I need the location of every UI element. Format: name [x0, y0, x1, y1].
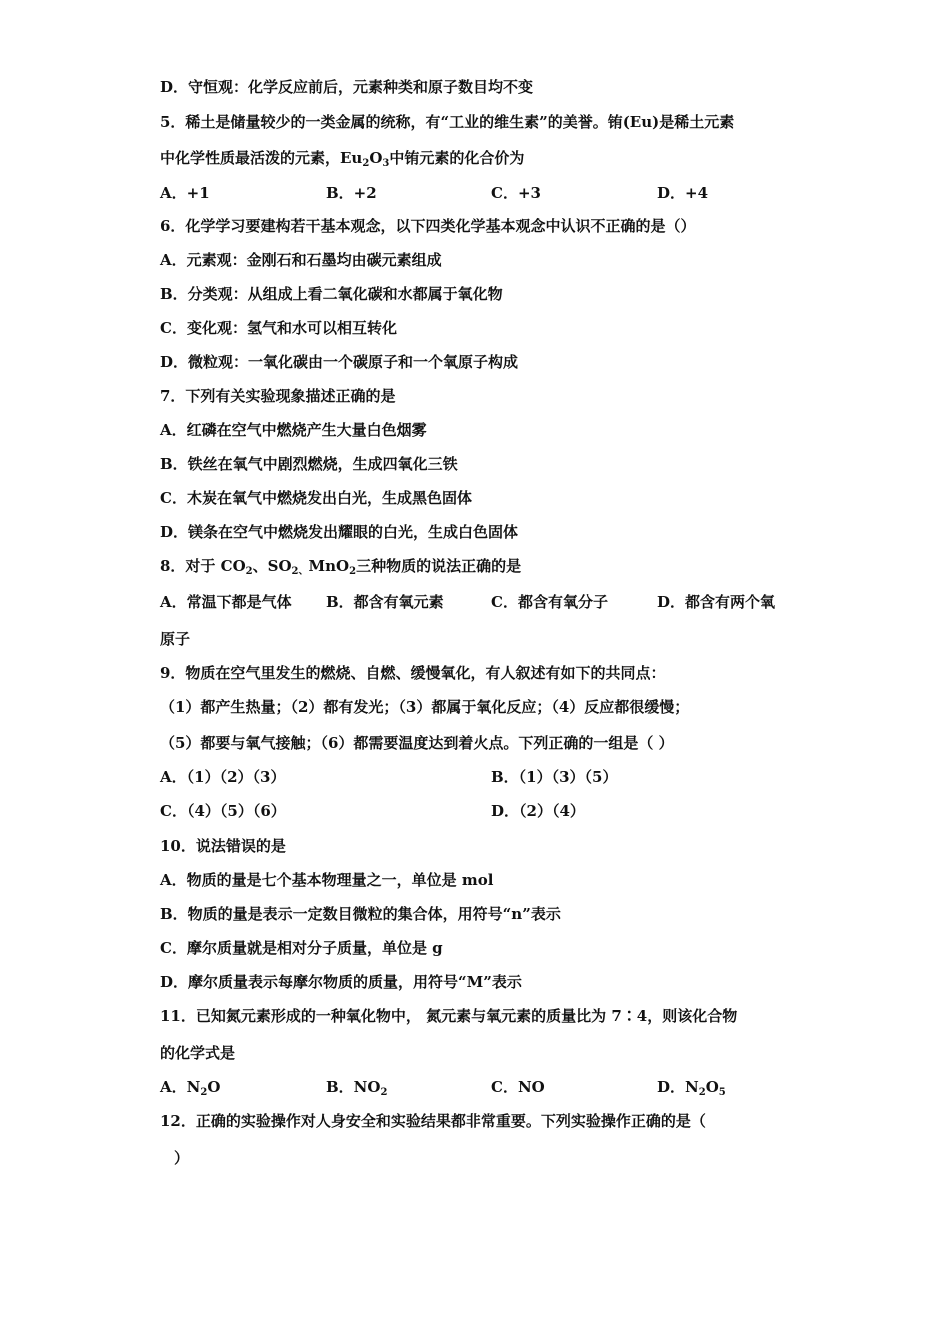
q5-subscript-2: 2	[362, 158, 370, 169]
q12-stem: 12．正确的实验操作对人身安全和实验结果都非常重要。下列实验操作正确的是（	[160, 1112, 706, 1130]
q11-option-b-subscript: 2	[380, 1087, 388, 1098]
q6-option-b: B．分类观：从组成上看二氧化碳和水都属于氧化物	[160, 285, 503, 303]
q5-stem-text-b: 中铕元素的化合价为	[389, 149, 525, 167]
q7-option-d: D．镁条在空气中燃烧发出耀眼的白光，生成白色固体	[160, 523, 519, 541]
q8-option-a: A．常温下都是气体	[160, 593, 292, 611]
q11-option-d-subscript-1: 2	[698, 1087, 706, 1098]
q5-option-c: C．+3	[491, 184, 541, 202]
q8-stem-part-4: 三种物质的说法正确的是	[356, 557, 522, 575]
q4-option-d: D．守恒观：化学反应前后，元素种类和原子数目均不变	[160, 78, 534, 96]
q11-option-a-text: A．N	[160, 1078, 201, 1096]
q8-subscript-2: 2、	[291, 566, 309, 577]
q5-option-b: B．+2	[326, 184, 377, 202]
q8-option-d: D．都含有两个氧	[657, 593, 776, 611]
q7-option-b: B．铁丝在氧气中剧烈燃烧，生成四氧化三铁	[160, 455, 458, 473]
q11-option-d	[657, 1077, 726, 1097]
q11-option-d-subscript-2: 5	[718, 1087, 726, 1098]
q6-stem: 6．化学学习要建构若干基本观念，以下四类化学基本观念中认识不正确的是（）	[160, 217, 696, 235]
q9-option-b: B．（1）（3）（5）	[491, 768, 618, 786]
q8-option-d-continuation: 原子	[160, 630, 191, 648]
q7-option-c: C．木炭在氧气中燃烧发出白光，生成黑色固体	[160, 489, 472, 507]
q5-subscript-3: 3	[382, 158, 390, 169]
q5-option-d: D．+4	[657, 184, 709, 202]
q9-stem: 9．物质在空气里发生的燃烧、自燃、缓慢氧化，有人叙述有如下的共同点：	[160, 664, 666, 682]
q8-option-c: C．都含有氧分子	[491, 593, 608, 611]
q11-option-a	[160, 1077, 220, 1097]
q8-subscript-3: 2	[349, 566, 357, 577]
q9-option-c: C．（4）（5）（6）	[160, 802, 286, 820]
q8-option-b: B．都含有氧元素	[326, 593, 444, 611]
q11-stem-line-2: 的化学式是	[160, 1044, 236, 1062]
q8-stem	[160, 556, 521, 576]
q5-stem-line-1: 5．稀土是储量较少的一类金属的统称，有“工业的维生素”的美誉。铕(Eu)是稀土元素	[160, 113, 735, 131]
q7-option-a: A．红磷在空气中燃烧产生大量白色烟雾	[160, 421, 427, 439]
q5-oxygen-symbol: O	[369, 149, 383, 167]
q8-stem-part-1: 8．对于 CO	[160, 557, 246, 575]
q11-option-c: C．NO	[491, 1078, 545, 1096]
q5-option-a: A．+1	[160, 184, 210, 202]
q6-option-d: D．微粒观：一氧化碳由一个碳原子和一个氧原子构成	[160, 353, 519, 371]
q5-stem-text-a: 中化学性质最活泼的元素，Eu	[160, 149, 363, 167]
q6-option-a: A．元素观：金刚石和石墨均由碳元素组成	[160, 251, 442, 269]
q5-stem-line-2	[160, 148, 524, 168]
q10-stem: 10．说法错误的是	[160, 837, 286, 855]
q10-option-a: A．物质的量是七个基本物理量之一，单位是 mol	[160, 871, 494, 889]
q11-option-a-oxygen: O	[207, 1078, 221, 1096]
q11-option-b	[326, 1077, 387, 1097]
q9-stem-line-2: （1）都产生热量；（2）都有发光；（3）都属于氧化反应；（4）反应都很缓慢；	[160, 698, 690, 716]
q11-option-a-subscript: 2	[200, 1087, 208, 1098]
q11-option-d-text: D．N	[657, 1078, 699, 1096]
q10-option-d: D．摩尔质量表示每摩尔物质的质量，用符号“M”表示	[160, 973, 522, 991]
q8-stem-part-2: 、SO	[252, 557, 292, 575]
q10-option-c: C．摩尔质量就是相对分子质量，单位是 g	[160, 939, 443, 957]
q9-option-a: A．（1）（2）（3）	[160, 768, 286, 786]
q8-stem-part-3: MnO	[308, 557, 350, 575]
q6-option-c: C．变化观：氢气和水可以相互转化	[160, 319, 397, 337]
q11-option-d-oxygen: O	[705, 1078, 719, 1096]
q9-option-d: D．（2）（4）	[491, 802, 585, 820]
q9-stem-line-3: （5）都要与氧气接触；（6）都需要温度达到着火点。下列正确的一组是（ ）	[160, 734, 674, 752]
q8-subscript-1: 2	[245, 566, 253, 577]
q7-stem: 7．下列有关实验现象描述正确的是	[160, 387, 396, 405]
q11-option-b-text: B．NO	[326, 1078, 381, 1096]
q12-stem-continuation: ）	[174, 1149, 190, 1167]
q10-option-b: B．物质的量是表示一定数目微粒的集合体，用符号“n”表示	[160, 905, 561, 923]
q11-stem-line-1: 11．已知氮元素形成的一种氧化物中， 氮元素与氧元素的质量比为 7∶4，则该化合物	[160, 1007, 738, 1025]
